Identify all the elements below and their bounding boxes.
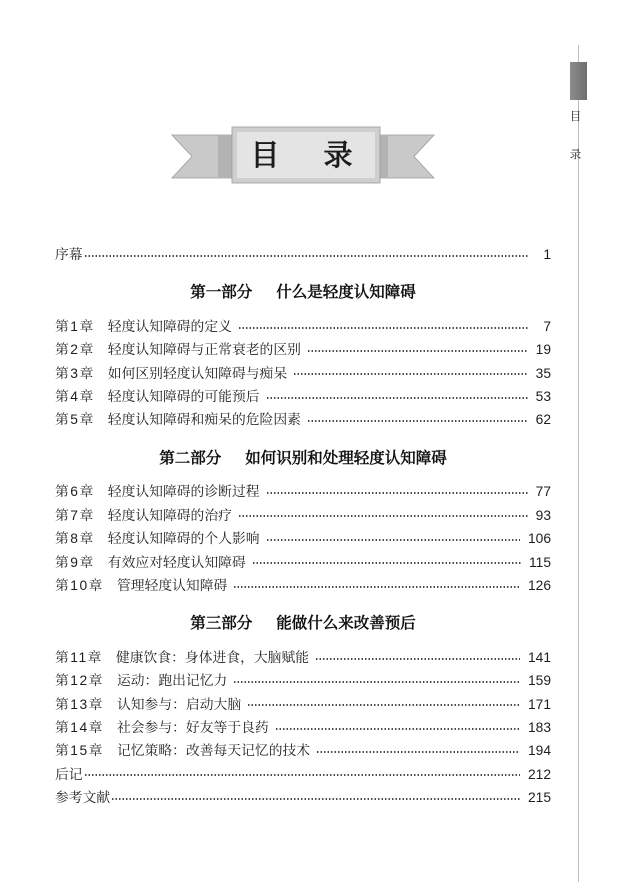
- thumb-tab: [570, 62, 587, 100]
- page-number: 159: [527, 673, 551, 689]
- page-title-char: 目: [250, 140, 280, 172]
- chapter-title: 记忆策略：改善每天记忆的技术: [116, 743, 311, 759]
- part-heading: [55, 281, 551, 305]
- chapter-number: 第4章: [55, 389, 95, 405]
- page-number: 183: [527, 719, 551, 735]
- chapter-number: 第1章: [55, 318, 95, 334]
- chapter-number: 第8章: [55, 531, 95, 547]
- page-number: 212: [527, 766, 551, 782]
- chapter-row: [55, 385, 551, 408]
- part-label: 第一部分: [190, 284, 253, 302]
- chapter-row: [55, 480, 551, 503]
- page-number: 53: [535, 389, 551, 405]
- leader-dots: [266, 527, 520, 550]
- chapter-title: 有效应对轻度认知障碍: [107, 554, 246, 570]
- chapter-title: 轻度认知障碍与正常衰老的区别: [107, 342, 301, 358]
- leader-dots: [293, 362, 528, 385]
- leader-dots: [247, 693, 520, 716]
- part-heading: [55, 447, 551, 471]
- leader-dots: [266, 480, 528, 503]
- chapter-number: 第3章: [55, 365, 95, 381]
- page-number: 62: [535, 412, 551, 428]
- chapter-row: [55, 362, 551, 385]
- chapter-number: 第2章: [55, 342, 95, 358]
- leader-dots: [238, 315, 529, 338]
- chapter-number: 第14章: [55, 719, 104, 735]
- leader-dots: [316, 739, 520, 762]
- page-edge-rule: [578, 45, 579, 882]
- page-number: 194: [527, 743, 551, 759]
- chapter-row: [55, 504, 551, 527]
- side-tab-char: 录: [569, 149, 582, 161]
- part-title: 什么是轻度认知障碍: [276, 284, 416, 302]
- chapter-title: 轻度认知障碍的定义: [107, 318, 232, 334]
- side-tab-char: 目: [569, 111, 582, 123]
- chapter-row: [55, 527, 551, 550]
- chapter-row: [55, 716, 551, 739]
- page-number: 7: [543, 318, 551, 334]
- chapter-number: 第5章: [55, 412, 95, 428]
- page-number: 106: [527, 531, 551, 547]
- page-number: 126: [527, 577, 551, 593]
- chapter-title: 健康饮食：身体进食，大脑赋能: [115, 649, 310, 665]
- chapter-number: 第9章: [55, 554, 95, 570]
- page-number: 19: [535, 342, 551, 358]
- leader-dots: [307, 338, 528, 361]
- page-number: 141: [527, 649, 551, 665]
- page-title-char: 录: [323, 140, 353, 172]
- chapter-title: 轻度认知障碍的诊断过程: [107, 484, 260, 500]
- back-matter-label: 参考文献: [55, 790, 111, 806]
- part-title: 如何识别和处理轻度认知障碍: [245, 449, 447, 467]
- chapter-number: 第15章: [55, 743, 104, 759]
- table-of-contents: [55, 243, 551, 810]
- leader-dots: [275, 716, 520, 739]
- prelude-label: 序幕: [55, 247, 83, 262]
- page-number: 215: [527, 790, 551, 806]
- chapter-number: 第13章: [55, 696, 104, 712]
- leader-dots: [84, 243, 529, 266]
- chapter-title: 轻度认知障碍的个人影响: [107, 531, 260, 547]
- page-number: 1: [543, 247, 551, 262]
- chapter-title: 如何区别轻度认知障碍与痴呆: [107, 365, 288, 381]
- chapter-title: 运动：跑出记忆力: [116, 673, 228, 689]
- chapter-title: 轻度认知障碍和痴呆的危险因素: [107, 412, 301, 428]
- leader-dots: [307, 408, 528, 431]
- chapter-number: 第10章: [55, 577, 104, 593]
- title-banner: [170, 122, 436, 188]
- leader-dots: [111, 786, 520, 809]
- leader-dots: [84, 763, 520, 786]
- leader-dots: [315, 646, 520, 669]
- chapter-number: 第7章: [55, 507, 95, 523]
- part-heading: [55, 612, 551, 636]
- leader-dots: [233, 669, 520, 692]
- part-label: 第三部分: [190, 615, 253, 633]
- page-number: 171: [527, 696, 551, 712]
- chapter-number: 第12章: [55, 673, 104, 689]
- page-number: 77: [535, 484, 551, 500]
- leader-dots: [266, 385, 528, 408]
- chapter-title: 管理轻度认知障碍: [116, 577, 228, 593]
- chapter-row: [55, 551, 551, 574]
- back-matter-row: [55, 763, 551, 786]
- leader-dots: [238, 504, 528, 527]
- part-label: 第二部分: [159, 449, 222, 467]
- chapter-number: 第6章: [55, 484, 95, 500]
- page-number: 115: [529, 554, 551, 570]
- chapter-title: 认知参与：启动大脑: [116, 696, 242, 712]
- back-matter-row: [55, 786, 551, 809]
- chapter-row: [55, 669, 551, 692]
- chapter-row: [55, 693, 551, 716]
- leader-dots: [233, 574, 520, 597]
- toc-row-prelude: [55, 243, 551, 266]
- chapter-row: [55, 408, 551, 431]
- page-number: 35: [535, 365, 551, 381]
- chapter-row: [55, 315, 551, 338]
- page-number: 93: [535, 507, 551, 523]
- part-title: 能做什么来改善预后: [276, 615, 416, 633]
- chapter-row: [55, 646, 551, 669]
- chapter-row: [55, 338, 551, 361]
- chapter-row: [55, 739, 551, 762]
- chapter-title: 轻度认知障碍的治疗: [107, 507, 232, 523]
- chapter-title: 轻度认知障碍的可能预后: [107, 389, 260, 405]
- chapter-title: 社会参与：好友等于良药: [116, 719, 269, 735]
- chapter-number: 第11章: [55, 649, 103, 665]
- chapter-row: [55, 574, 551, 597]
- back-matter-label: 后记: [55, 766, 83, 782]
- leader-dots: [252, 551, 521, 574]
